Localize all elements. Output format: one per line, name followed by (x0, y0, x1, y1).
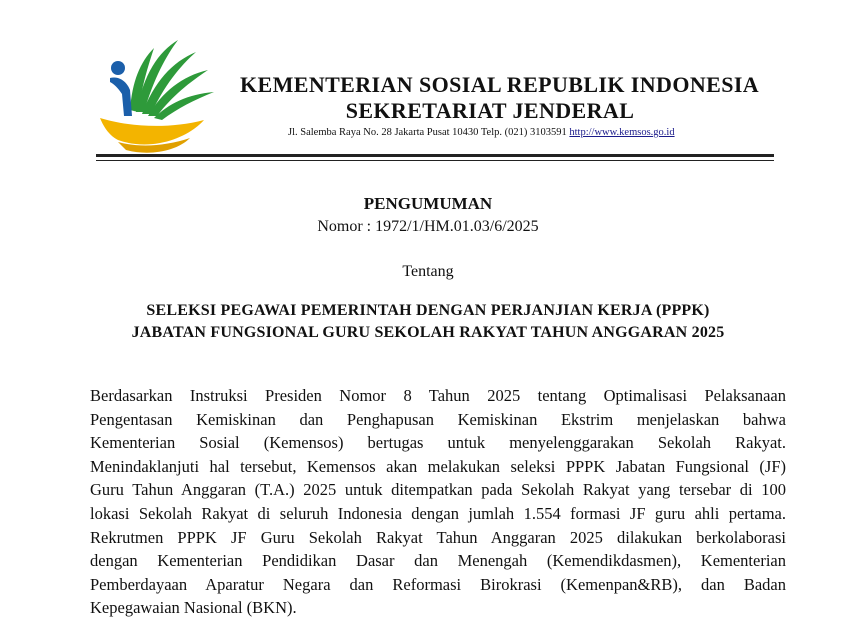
leaf-icon (130, 40, 214, 120)
paragraph-line: Menindaklanjuti hal tersebut, Kemensos akan melakukan seleksi PPPK Jabatan Fungsional (JF) (90, 456, 786, 476)
paragraph-line: Berdasarkan Instruksi Presiden Nomor 8 Tahun 2025 tentang Optimalisasi Pelaksanaan (90, 386, 786, 405)
letterhead (240, 72, 760, 139)
paragraph-line: lokasi Sekolah Rakyat di seluruh Indonesia dengan jumlah 1.554 formasi JF guru ahli pertama. (90, 503, 786, 523)
paragraph-line: dengan Kementerian Pendidikan Dasar dan Menengah (Kemendikdasmen), Kementerian (90, 551, 786, 571)
announcement-number: Nomor : 1972/1/HM.01.03/6/2025 (317, 218, 539, 235)
announcement-about: Tentang (402, 263, 454, 280)
header-divider-thin (96, 160, 774, 161)
paragraph-line: Guru Tahun Anggaran (T.A.) 2025 untuk ditempatkan pada Sekolah Rakyat yang tersebar di 100 (90, 480, 786, 500)
announcement-title: PENGUMUMAN (363, 194, 493, 213)
paragraph-line: Pemberdayaan Aparatur Negara dan Reformasi Birokrasi (Kemenpan&RB), dan Badan (90, 574, 786, 594)
announcement-subject-line2: JABATAN FUNGSIONAL GURU SEKOLAH RAKYAT TAHUN ANGGARAN 2025 (131, 324, 725, 341)
paragraph-line: Pengentasan Kemiskinan dan Penghapusan Kemiskinan Ekstrim menjelaskan bahwa (90, 409, 786, 429)
kemensos-logo (96, 34, 218, 156)
body-paragraph (90, 384, 786, 620)
header-divider-thick (96, 154, 774, 157)
address-text: Jl. Salemba Raya No. 28 Jakarta Pusat 10430 Telp. (021) 3103591 (288, 127, 567, 138)
swoosh-icon (100, 118, 204, 153)
website-link[interactable]: http://www.kemsos.go.id (569, 127, 675, 138)
secretariat-name: SEKRETARIAT JENDERAL (345, 98, 635, 123)
paragraph-line: Kepegawaian Nasional (BKN). (90, 598, 297, 618)
address-line (240, 126, 760, 139)
announcement-subject-line1: SELEKSI PEGAWAI PEMERINTAH DENGAN PERJANJIAN KERJA (PPPK) (146, 302, 710, 319)
person-icon (110, 61, 132, 116)
ministry-name: KEMENTERIAN SOSIAL REPUBLIK INDONESIA (240, 72, 760, 97)
paragraph-line: Rekrutmen PPPK JF Guru Sekolah Rakyat Tahun Anggaran 2025 dilakukan berkolaborasi (90, 527, 786, 547)
paragraph-line: Kementerian Sosial (Kemensos) bertugas untuk menyelenggarakan Sekolah Rakyat. (90, 433, 786, 453)
